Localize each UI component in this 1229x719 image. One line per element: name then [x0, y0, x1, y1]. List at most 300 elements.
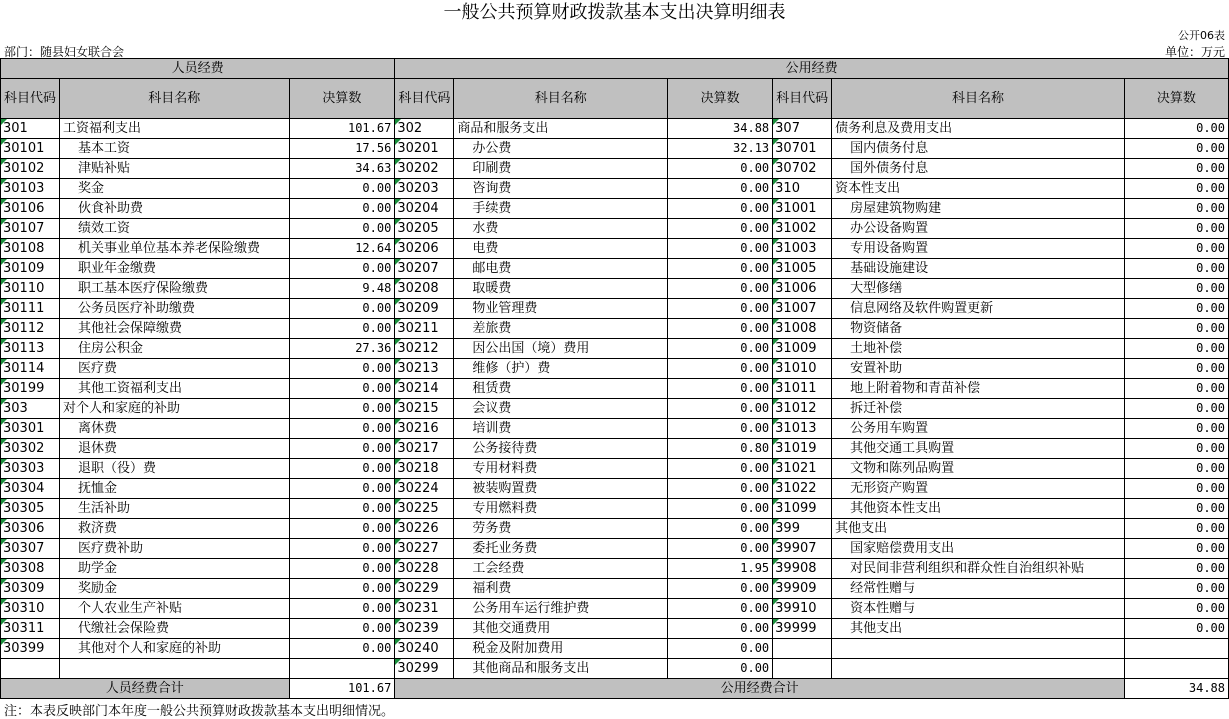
empty-cell [289, 659, 395, 679]
col-amount-header: 决算数 [289, 79, 395, 119]
item-name: 水费 [454, 219, 668, 239]
item-code: 31007 [773, 299, 832, 319]
item-amount: 0.00 [289, 199, 395, 219]
item-name: 基本工资 [60, 139, 289, 159]
item-code: 30218 [395, 459, 454, 479]
item-code: 302 [395, 119, 454, 139]
item-name: 公务接待费 [454, 439, 668, 459]
col-amount-header: 决算数 [668, 79, 773, 119]
item-amount: 0.00 [289, 499, 395, 519]
table-row [1, 179, 1229, 199]
item-code: 31010 [773, 359, 832, 379]
item-code: 30107 [1, 219, 60, 239]
empty-cell [1124, 659, 1228, 679]
public-total-label: 公用经费合计 [395, 679, 1124, 699]
item-code: 30102 [1, 159, 60, 179]
item-amount: 0.00 [289, 179, 395, 199]
item-amount: 0.00 [1124, 419, 1228, 439]
table-row [1, 159, 1229, 179]
item-code: 30306 [1, 519, 60, 539]
table-row [1, 139, 1229, 159]
col-name-header: 科目名称 [454, 79, 668, 119]
item-name: 其他交通费用 [454, 619, 668, 639]
item-code: 31008 [773, 319, 832, 339]
item-amount: 0.00 [289, 599, 395, 619]
table-row [1, 479, 1229, 499]
item-code: 30109 [1, 259, 60, 279]
item-amount: 0.00 [289, 559, 395, 579]
item-name: 差旅费 [454, 319, 668, 339]
item-code: 39908 [773, 559, 832, 579]
item-amount: 0.00 [1124, 339, 1228, 359]
table-row [1, 199, 1229, 219]
item-amount: 0.00 [289, 259, 395, 279]
item-name: 其他工资福利支出 [60, 379, 289, 399]
item-name: 职业年金缴费 [60, 259, 289, 279]
item-name: 专用材料费 [454, 459, 668, 479]
item-amount: 0.00 [289, 479, 395, 499]
item-amount: 0.00 [289, 439, 395, 459]
item-name: 其他社会保障缴费 [60, 319, 289, 339]
item-code: 30224 [395, 479, 454, 499]
table-row [1, 239, 1229, 259]
item-name: 工资福利支出 [60, 119, 289, 139]
item-code: 31099 [773, 499, 832, 519]
item-name: 奖励金 [60, 579, 289, 599]
item-code: 39909 [773, 579, 832, 599]
item-amount: 0.00 [289, 619, 395, 639]
item-code: 30110 [1, 279, 60, 299]
item-amount: 0.00 [289, 359, 395, 379]
table-row [1, 419, 1229, 439]
item-amount: 0.00 [668, 479, 773, 499]
table-row [1, 659, 1229, 679]
item-amount: 0.00 [1124, 279, 1228, 299]
item-amount: 9.48 [289, 279, 395, 299]
item-code: 30202 [395, 159, 454, 179]
item-amount: 0.00 [1124, 539, 1228, 559]
item-code: 30227 [395, 539, 454, 559]
personnel-total-label: 人员经费合计 [1, 679, 290, 699]
section-public-header: 公用经费 [395, 59, 1229, 79]
item-amount: 0.00 [289, 419, 395, 439]
item-name: 伙食补助费 [60, 199, 289, 219]
item-name: 专用燃料费 [454, 499, 668, 519]
item-code: 30303 [1, 459, 60, 479]
item-amount: 0.00 [668, 459, 773, 479]
item-name: 代缴社会保险费 [60, 619, 289, 639]
item-amount: 0.00 [668, 419, 773, 439]
item-code: 30311 [1, 619, 60, 639]
item-amount: 0.00 [1124, 619, 1228, 639]
item-amount: 0.00 [668, 159, 773, 179]
item-name: 其他支出 [832, 519, 1125, 539]
item-name: 国外债务付息 [832, 159, 1125, 179]
item-code: 31001 [773, 199, 832, 219]
item-amount: 0.00 [1124, 459, 1228, 479]
item-code: 301 [1, 119, 60, 139]
table-row [1, 439, 1229, 459]
item-code: 30111 [1, 299, 60, 319]
item-code: 31021 [773, 459, 832, 479]
personnel-total-value: 101.67 [289, 679, 395, 699]
item-amount: 0.00 [1124, 599, 1228, 619]
table-row [1, 599, 1229, 619]
item-name: 地上附着物和青苗补偿 [832, 379, 1125, 399]
empty-cell [1124, 639, 1228, 659]
table-row [1, 499, 1229, 519]
item-amount: 0.00 [1124, 439, 1228, 459]
table-row [1, 539, 1229, 559]
item-name: 其他资本性支出 [832, 499, 1125, 519]
table-row [1, 219, 1229, 239]
item-amount: 0.80 [668, 439, 773, 459]
form-code: 公开06表 [1178, 29, 1225, 42]
item-amount: 12.64 [289, 239, 395, 259]
item-amount: 0.00 [1124, 179, 1228, 199]
item-amount: 0.00 [1124, 159, 1228, 179]
empty-cell [832, 659, 1125, 679]
item-amount: 0.00 [289, 299, 395, 319]
item-code: 39907 [773, 539, 832, 559]
item-amount: 0.00 [289, 319, 395, 339]
item-code: 31003 [773, 239, 832, 259]
item-amount: 0.00 [668, 259, 773, 279]
item-code: 30302 [1, 439, 60, 459]
item-name: 取暖费 [454, 279, 668, 299]
item-name: 因公出国（境）费用 [454, 339, 668, 359]
item-amount: 34.63 [289, 159, 395, 179]
item-amount: 17.56 [289, 139, 395, 159]
item-name: 其他商品和服务支出 [454, 659, 668, 679]
item-name: 债务利息及费用支出 [832, 119, 1125, 139]
item-code: 30215 [395, 399, 454, 419]
item-name: 电费 [454, 239, 668, 259]
page-title: 一般公共预算财政拨款基本支出决算明细表 [443, 2, 786, 23]
item-code: 31006 [773, 279, 832, 299]
col-code-header: 科目代码 [1, 79, 60, 119]
item-amount: 0.00 [1124, 519, 1228, 539]
item-code: 30217 [395, 439, 454, 459]
empty-cell [773, 639, 832, 659]
item-code: 30308 [1, 559, 60, 579]
item-code: 30212 [395, 339, 454, 359]
item-name: 救济费 [60, 519, 289, 539]
item-name: 住房公积金 [60, 339, 289, 359]
item-amount: 0.00 [1124, 319, 1228, 339]
item-amount: 0.00 [668, 599, 773, 619]
empty-cell [60, 659, 289, 679]
item-code: 307 [773, 119, 832, 139]
item-name: 其他交通工具购置 [832, 439, 1125, 459]
item-code: 30309 [1, 579, 60, 599]
item-amount: 0.00 [1124, 559, 1228, 579]
item-code: 30201 [395, 139, 454, 159]
table-row [1, 259, 1229, 279]
item-amount: 0.00 [668, 339, 773, 359]
public-total-value: 34.88 [1124, 679, 1228, 699]
item-code: 30240 [395, 639, 454, 659]
item-amount: 0.00 [668, 579, 773, 599]
item-code: 30229 [395, 579, 454, 599]
item-code: 30203 [395, 179, 454, 199]
item-amount: 0.00 [1124, 479, 1228, 499]
table-row [1, 399, 1229, 419]
item-amount: 0.00 [668, 639, 773, 659]
item-code: 30112 [1, 319, 60, 339]
item-name: 资本性支出 [832, 179, 1125, 199]
table-row [1, 459, 1229, 479]
item-name: 公务用车购置 [832, 419, 1125, 439]
item-code: 30108 [1, 239, 60, 259]
item-amount: 1.95 [668, 559, 773, 579]
item-code: 30228 [395, 559, 454, 579]
item-code: 30299 [395, 659, 454, 679]
item-name: 抚恤金 [60, 479, 289, 499]
item-name: 拆迁补偿 [832, 399, 1125, 419]
item-amount: 0.00 [1124, 579, 1228, 599]
item-name: 委托业务费 [454, 539, 668, 559]
item-code: 30211 [395, 319, 454, 339]
item-code: 399 [773, 519, 832, 539]
item-name: 文物和陈列品购置 [832, 459, 1125, 479]
item-name: 劳务费 [454, 519, 668, 539]
item-code: 31002 [773, 219, 832, 239]
item-amount: 0.00 [668, 619, 773, 639]
item-code: 31011 [773, 379, 832, 399]
item-amount: 0.00 [289, 219, 395, 239]
item-amount: 32.13 [668, 139, 773, 159]
item-amount: 0.00 [668, 399, 773, 419]
item-code: 30214 [395, 379, 454, 399]
empty-cell [832, 639, 1125, 659]
item-name: 绩效工资 [60, 219, 289, 239]
item-name: 退休费 [60, 439, 289, 459]
item-amount: 0.00 [668, 359, 773, 379]
table-row [1, 299, 1229, 319]
item-name: 医疗费补助 [60, 539, 289, 559]
item-code: 30216 [395, 419, 454, 439]
item-name: 无形资产购置 [832, 479, 1125, 499]
item-code: 30304 [1, 479, 60, 499]
item-code: 30301 [1, 419, 60, 439]
item-amount: 0.00 [1124, 259, 1228, 279]
item-name: 资本性赠与 [832, 599, 1125, 619]
item-name: 土地补偿 [832, 339, 1125, 359]
item-name: 退职（役）费 [60, 459, 289, 479]
item-amount: 0.00 [289, 459, 395, 479]
item-amount: 0.00 [1124, 139, 1228, 159]
item-amount: 0.00 [1124, 239, 1228, 259]
table-row [1, 619, 1229, 639]
item-code: 30225 [395, 499, 454, 519]
item-amount: 0.00 [1124, 299, 1228, 319]
item-name: 手续费 [454, 199, 668, 219]
item-name: 办公费 [454, 139, 668, 159]
item-code: 30702 [773, 159, 832, 179]
footnote: 注：本表反映部门本年度一般公共预算财政拨款基本支出明细情况。 [4, 704, 395, 719]
item-code: 31005 [773, 259, 832, 279]
item-name: 房屋建筑物购建 [832, 199, 1125, 219]
item-code: 31012 [773, 399, 832, 419]
item-code: 30114 [1, 359, 60, 379]
item-code: 30213 [395, 359, 454, 379]
item-name: 其他支出 [832, 619, 1125, 639]
item-amount: 101.67 [289, 119, 395, 139]
item-name: 其他对个人和家庭的补助 [60, 639, 289, 659]
item-name: 培训费 [454, 419, 668, 439]
item-name: 公务用车运行维护费 [454, 599, 668, 619]
col-name-header: 科目名称 [60, 79, 289, 119]
col-name-header: 科目名称 [832, 79, 1125, 119]
item-code: 30209 [395, 299, 454, 319]
item-name: 物业管理费 [454, 299, 668, 319]
item-name: 奖金 [60, 179, 289, 199]
item-name: 大型修缮 [832, 279, 1125, 299]
item-name: 生活补助 [60, 499, 289, 519]
item-amount: 0.00 [668, 239, 773, 259]
item-amount: 0.00 [289, 639, 395, 659]
item-amount: 0.00 [1124, 379, 1228, 399]
department-label: 部门：随县妇女联合会 [4, 45, 125, 59]
item-code: 30399 [1, 639, 60, 659]
item-code: 31013 [773, 419, 832, 439]
table-row [1, 559, 1229, 579]
col-code-header: 科目代码 [773, 79, 832, 119]
table-row [1, 319, 1229, 339]
item-amount: 27.36 [289, 339, 395, 359]
item-amount: 0.00 [289, 539, 395, 559]
unit-label: 单位：万元 [1164, 45, 1225, 59]
item-name: 医疗费 [60, 359, 289, 379]
table-row [1, 339, 1229, 359]
item-amount: 0.00 [1124, 499, 1228, 519]
item-code: 303 [1, 399, 60, 419]
item-amount: 0.00 [668, 539, 773, 559]
item-amount: 0.00 [289, 379, 395, 399]
item-amount: 0.00 [668, 319, 773, 339]
item-name: 咨询费 [454, 179, 668, 199]
table-row [1, 519, 1229, 539]
item-code: 30101 [1, 139, 60, 159]
item-amount: 0.00 [668, 299, 773, 319]
item-code: 30207 [395, 259, 454, 279]
table-row [1, 279, 1229, 299]
item-amount: 0.00 [289, 579, 395, 599]
table-row [1, 579, 1229, 599]
item-amount: 0.00 [1124, 199, 1228, 219]
item-amount: 0.00 [668, 219, 773, 239]
empty-cell [773, 659, 832, 679]
item-name: 办公设备购置 [832, 219, 1125, 239]
item-amount: 0.00 [1124, 219, 1228, 239]
col-code-header: 科目代码 [395, 79, 454, 119]
item-amount: 0.00 [668, 379, 773, 399]
table-row [1, 119, 1229, 139]
item-code: 31019 [773, 439, 832, 459]
item-code: 39999 [773, 619, 832, 639]
item-code: 30199 [1, 379, 60, 399]
item-name: 维修（护）费 [454, 359, 668, 379]
item-code: 30231 [395, 599, 454, 619]
item-code: 30307 [1, 539, 60, 559]
item-code: 30113 [1, 339, 60, 359]
item-code: 31009 [773, 339, 832, 359]
col-amount-header: 决算数 [1124, 79, 1228, 119]
item-name: 工会经费 [454, 559, 668, 579]
item-name: 会议费 [454, 399, 668, 419]
item-amount: 0.00 [668, 659, 773, 679]
item-code: 30208 [395, 279, 454, 299]
section-personnel-header: 人员经费 [1, 59, 395, 79]
item-name: 基础设施建设 [832, 259, 1125, 279]
item-code: 30103 [1, 179, 60, 199]
item-code: 30106 [1, 199, 60, 219]
item-amount: 0.00 [668, 279, 773, 299]
item-code: 30226 [395, 519, 454, 539]
item-name: 助学金 [60, 559, 289, 579]
item-name: 对民间非营利组织和群众性自治组织补贴 [832, 559, 1125, 579]
item-name: 对个人和家庭的补助 [60, 399, 289, 419]
item-name: 离休费 [60, 419, 289, 439]
item-name: 津贴补贴 [60, 159, 289, 179]
item-amount: 0.00 [668, 199, 773, 219]
item-amount: 0.00 [289, 399, 395, 419]
table-row [1, 379, 1229, 399]
item-code: 30205 [395, 219, 454, 239]
item-code: 30204 [395, 199, 454, 219]
item-amount: 0.00 [668, 179, 773, 199]
item-amount: 0.00 [1124, 359, 1228, 379]
item-name: 个人农业生产补贴 [60, 599, 289, 619]
item-code: 30206 [395, 239, 454, 259]
item-name: 商品和服务支出 [454, 119, 668, 139]
item-name: 邮电费 [454, 259, 668, 279]
item-name: 被装购置费 [454, 479, 668, 499]
item-name: 机关事业单位基本养老保险缴费 [60, 239, 289, 259]
item-amount: 0.00 [289, 519, 395, 539]
item-name: 国内债务付息 [832, 139, 1125, 159]
item-name: 印刷费 [454, 159, 668, 179]
table-row [1, 639, 1229, 659]
empty-cell [1, 659, 60, 679]
item-code: 30310 [1, 599, 60, 619]
item-amount: 0.00 [1124, 399, 1228, 419]
item-name: 职工基本医疗保险缴费 [60, 279, 289, 299]
item-name: 国家赔偿费用支出 [832, 539, 1125, 559]
item-name: 经常性赠与 [832, 579, 1125, 599]
item-name: 物资储备 [832, 319, 1125, 339]
item-code: 31022 [773, 479, 832, 499]
item-name: 税金及附加费用 [454, 639, 668, 659]
expenditure-table [0, 58, 1229, 699]
item-name: 福利费 [454, 579, 668, 599]
item-name: 租赁费 [454, 379, 668, 399]
item-amount: 0.00 [668, 519, 773, 539]
item-amount: 0.00 [1124, 119, 1228, 139]
item-code: 30239 [395, 619, 454, 639]
item-code: 30305 [1, 499, 60, 519]
item-name: 公务员医疗补助缴费 [60, 299, 289, 319]
item-code: 30701 [773, 139, 832, 159]
item-amount: 34.88 [668, 119, 773, 139]
item-code: 310 [773, 179, 832, 199]
item-code: 39910 [773, 599, 832, 619]
item-name: 安置补助 [832, 359, 1125, 379]
table-row [1, 359, 1229, 379]
item-amount: 0.00 [668, 499, 773, 519]
item-name: 信息网络及软件购置更新 [832, 299, 1125, 319]
